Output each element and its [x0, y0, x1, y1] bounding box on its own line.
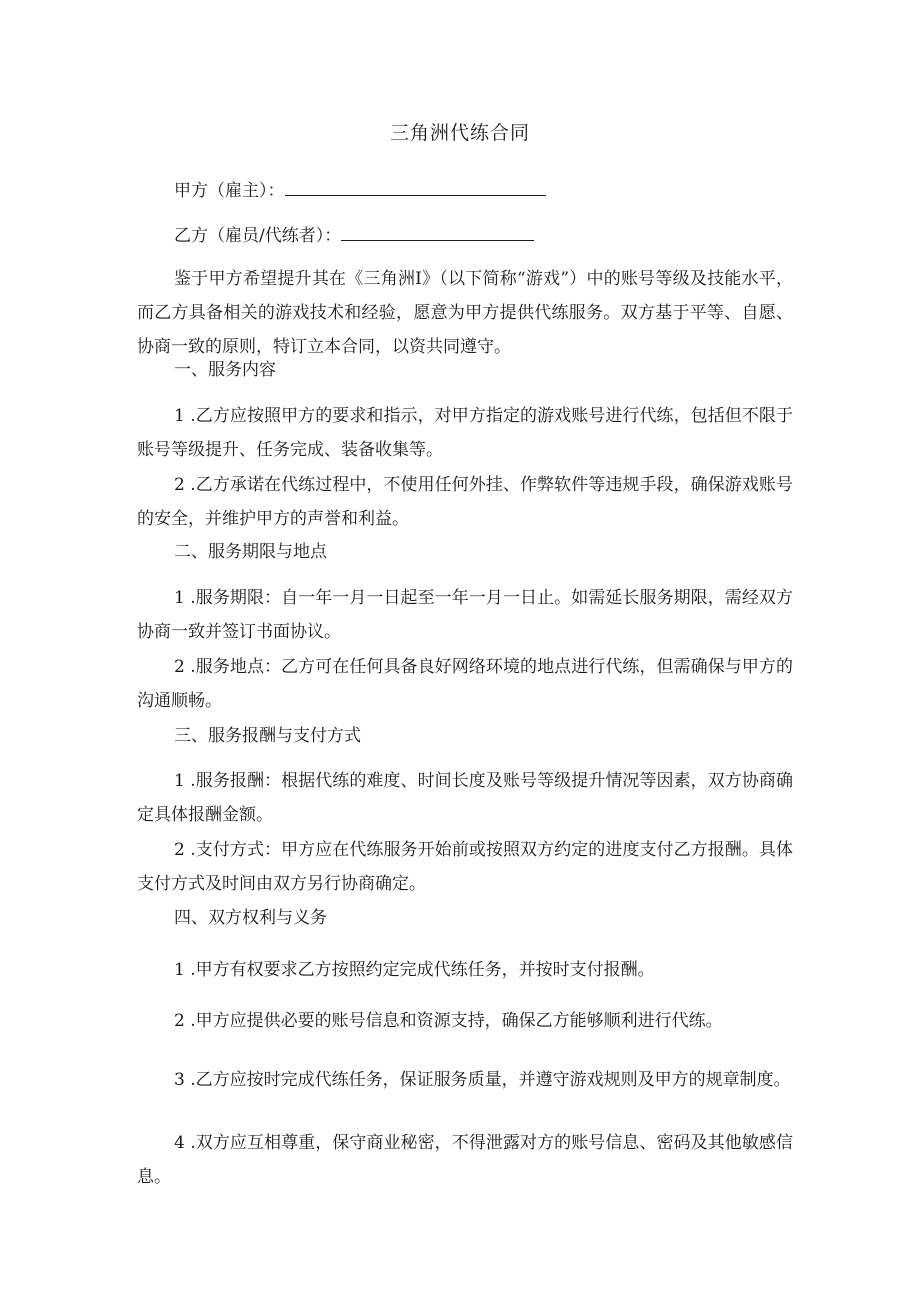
- document-title: 三角洲代练合同: [389, 122, 530, 144]
- clause-paragraph: 1 .服务报酬：根据代练的难度、时间长度及账号等级提升情况等因素，双方协商确定具体报酬金额。: [137, 771, 793, 825]
- section-heading: 四、双方权利与义务: [174, 908, 327, 928]
- party-a-blank[interactable]: [285, 175, 546, 196]
- clause-paragraph: 3 .乙方应按时完成代练任务，保证服务质量，并遵守游戏规则及甲方的规章制度。: [174, 1070, 791, 1090]
- clause-paragraph: 1 .乙方应按照甲方的要求和指示，对甲方指定的游戏账号进行代练，包括但不限于账号等级提升、任务完成、装备收集等。: [137, 406, 793, 460]
- clause-paragraph: 2 .服务地点：乙方可在任何具备良好网络环境的地点进行代练，但需确保与甲方的沟通顺畅。: [137, 657, 793, 711]
- clause-paragraph: 4 .双方应互相尊重，保守商业秘密，不得泄露对方的账号信息、密码及其他敏感信息。: [137, 1133, 793, 1187]
- clause-paragraph: 1 .服务期限：自一年一月一日起至一年一月一日止。如需延长服务期限，需经双方协商一致并签订书面协议。: [137, 588, 793, 642]
- clause-paragraph: 1 .甲方有权要求乙方按照约定完成代练任务，并按时支付报酬。: [174, 960, 655, 980]
- preamble-paragraph: 鉴于甲方希望提升其在《三角洲I》（以下简称“游戏”）中的账号等级及技能水平，而乙方具备相关的游戏技术和经验，愿意为甲方提供代练服务。双方基于平等、自愿、协商一致的原则，特订立本合同，以资共同遵守。: [137, 269, 793, 357]
- party-b-line: [174, 219, 534, 253]
- party-b-label: 乙方（雇员/代练者）：: [174, 226, 342, 246]
- section-heading: 三、服务报酬与支付方式: [174, 726, 361, 746]
- section-heading: 二、服务期限与地点: [174, 542, 327, 562]
- section-heading: 一、服务内容: [174, 360, 276, 380]
- party-a-label: 甲方（雇主）：: [174, 181, 285, 201]
- clause-paragraph: 2 .支付方式：甲方应在代练服务开始前或按照双方约定的进度支付乙方报酬。具体支付方式及时间由双方另行协商确定。: [137, 840, 793, 894]
- clause-paragraph: 2 .甲方应提供必要的账号信息和资源支持，确保乙方能够顺利进行代练。: [174, 1011, 723, 1031]
- party-b-blank[interactable]: [341, 220, 534, 241]
- clause-paragraph: 2 .乙方承诺在代练过程中，不使用任何外挂、作弊软件等违规手段，确保游戏账号的安全，并维护甲方的声誉和利益。: [137, 475, 793, 529]
- party-a-line: [174, 174, 546, 208]
